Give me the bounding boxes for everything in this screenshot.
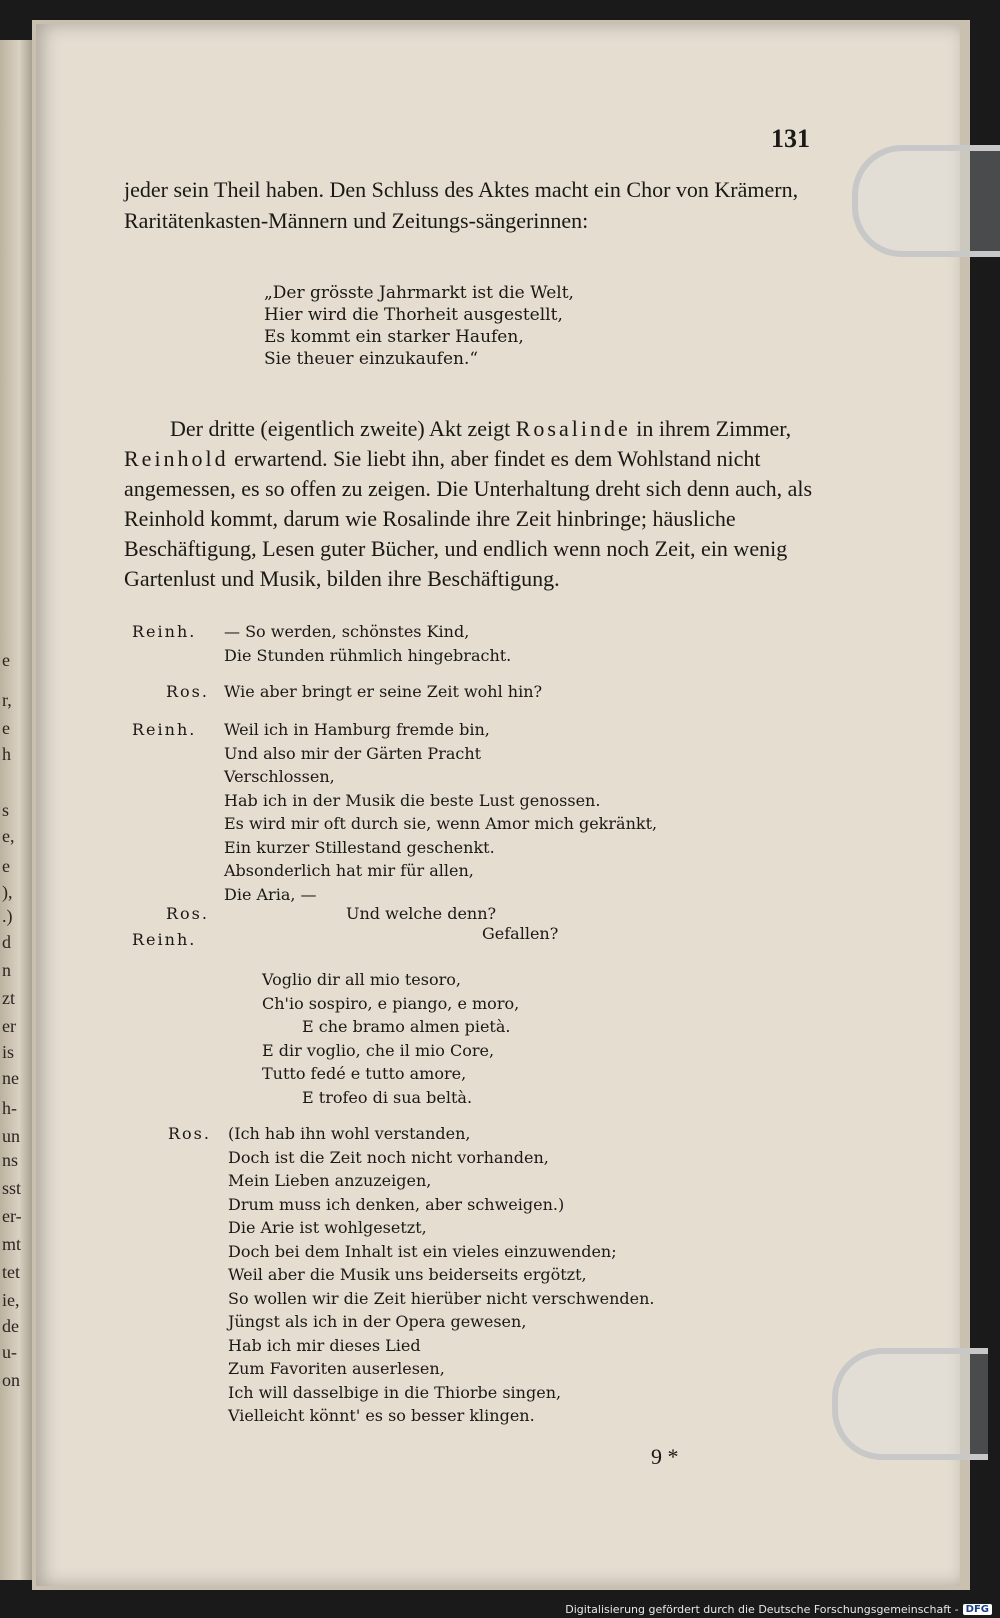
- facing-page-fragment: ie,: [2, 1290, 20, 1310]
- aria-line: Ch'io sospiro, e piango, e moro,: [262, 993, 520, 1013]
- dialogue-line: Gefallen?: [482, 924, 559, 943]
- dialogue-line: Und welche denn?: [346, 904, 497, 923]
- facing-page-fragment: sst: [2, 1178, 22, 1198]
- dialogue-line: Zum Favoriten auserlesen,: [228, 1359, 445, 1378]
- quote-block: [264, 282, 574, 370]
- facing-page-fragment: er-: [2, 1206, 22, 1226]
- facing-page-fragment: e: [2, 856, 10, 876]
- speaker-name: Reinh.: [132, 720, 197, 739]
- facing-page-fragment: n: [2, 960, 11, 980]
- speaker-name: Ros.: [168, 1124, 211, 1143]
- dialogue-line: Verschlossen,: [224, 767, 335, 786]
- dialogue-line: Jüngst als ich in der Opera gewesen,: [228, 1312, 527, 1331]
- dialogue-line: Mein Lieben anzuzeigen,: [228, 1171, 432, 1190]
- facing-page-fragment: zt: [2, 988, 15, 1008]
- dialogue-line: So wollen wir die Zeit hierüber nicht verschwenden.: [228, 1288, 655, 1308]
- quote-line: Sie theuer einzukaufen.“: [264, 349, 479, 369]
- quote-line: „Der grösste Jahrmarkt ist die Welt,: [264, 283, 574, 303]
- dialogue-line: Ein kurzer Stillestand geschenkt.: [224, 837, 495, 857]
- facing-page-fragment: mt: [2, 1234, 22, 1254]
- facing-page-fragment: er: [2, 1016, 16, 1036]
- page-number: 131: [771, 124, 810, 153]
- facing-page-fragment: e: [2, 718, 10, 738]
- dialogue-line: Doch ist die Zeit noch nicht vorhanden,: [228, 1147, 549, 1167]
- facing-page-fragment: ne: [2, 1068, 19, 1088]
- paragraph-1: jeder sein Theil haben. Den Schluss des Aktes macht ein Chor von Krämern, Raritätenkasten-Männern und Zeitungs-sängerinnen:: [124, 177, 799, 233]
- facing-page-fragment: d: [2, 932, 11, 952]
- speaker-name: Reinh.: [132, 622, 197, 641]
- dialogue-line: Es wird mir oft durch sie, wenn Amor mich gekränkt,: [224, 814, 658, 833]
- facing-page-fragment: tet: [2, 1262, 20, 1282]
- paragraph-2: [124, 414, 836, 594]
- facing-page-fragment: u-: [2, 1342, 17, 1362]
- facing-page-fragment: on: [2, 1370, 20, 1390]
- dialogue-line: Wie aber bringt er seine Zeit wohl hin?: [224, 682, 543, 701]
- dialogue-line: Hab ich in der Musik die beste Lust genossen.: [224, 790, 601, 810]
- facing-page-fragment: ns: [2, 1150, 19, 1170]
- dialogue-line: (Ich hab ihn wohl verstanden,: [228, 1124, 471, 1143]
- footer-text: Digitalisierung gefördert durch die Deutsche Forschungsgemeinschaft -: [565, 1603, 959, 1616]
- facing-page-fragment: h: [2, 744, 11, 764]
- dialogue-line: Die Arie ist wohlgesetzt,: [228, 1218, 427, 1237]
- facing-page-fragment: .): [2, 906, 13, 926]
- dialogue-line: Die Stunden rühmlich hingebracht.: [224, 645, 512, 665]
- aria-line: E dir voglio, che il mio Core,: [262, 1040, 495, 1060]
- aria-line: Voglio dir all mio tesoro,: [262, 970, 461, 989]
- dialogue-line: Und also mir der Gärten Pracht: [224, 743, 482, 763]
- quote-line: Hier wird die Thorheit ausgestellt,: [264, 305, 563, 325]
- dialogue-line: Die Aria, —: [224, 884, 317, 904]
- facing-page-fragment: e: [2, 650, 10, 670]
- dialogue-line: Hab ich mir dieses Lied: [228, 1335, 421, 1355]
- facing-page-edge: [0, 40, 32, 1580]
- dialogue-line: Doch bei dem Inhalt ist ein vieles einzuwenden;: [228, 1241, 617, 1261]
- facing-page-fragment: ),: [2, 882, 13, 902]
- facing-page-fragment: r,: [2, 690, 12, 710]
- paragraph-2-part: Der dritte (eigentlich zweite) Akt zeigt: [170, 416, 516, 441]
- dialogue-line: Ich will dasselbige in die Thiorbe singen,: [228, 1382, 562, 1402]
- aria-line: E trofeo di sua beltà.: [302, 1087, 473, 1107]
- facing-page-fragment: h-: [2, 1098, 17, 1118]
- dialogue-line: Absonderlich hat mir für allen,: [224, 861, 474, 880]
- dialogue-line: Vielleicht könnt' es so besser klingen.: [228, 1406, 535, 1425]
- digitization-footer: [565, 1603, 992, 1616]
- quote-line: Es kommt ein starker Haufen,: [264, 327, 524, 347]
- facing-page-fragment: un: [2, 1126, 20, 1146]
- book-page: [36, 24, 960, 1586]
- dialogue-line: Drum muss ich denken, aber schweigen.): [228, 1194, 565, 1214]
- paragraph-2-part: erwartend. Sie liebt ihn, aber findet es dem Wohlstand nicht angemessen, es so offen zu zeigen. Die Unterhaltung dreht sich denn auch, als Reinhold kommt, darum wie Rosalinde ihre Zeit hinbringe; häusliche Beschäftigung, Lesen guter Bücher, und endlich wenn noch Zeit, ein wenig Gartenlust und Musik, bilden ihre Beschäftigung.: [124, 446, 813, 591]
- facing-page-fragment: de: [2, 1316, 19, 1336]
- speaker-name: Reinh.: [132, 930, 197, 949]
- speaker-name: Ros.: [166, 682, 209, 701]
- aria-line: Tutto fedé e tutto amore,: [262, 1064, 467, 1083]
- facing-page-fragment: is: [2, 1042, 15, 1062]
- signature-mark: 9 *: [651, 1444, 679, 1469]
- paragraph-2-part: in ihrem Zimmer,: [630, 416, 792, 441]
- facing-page-fragment: e,: [2, 826, 15, 846]
- aria-line: E che bramo almen pietà.: [302, 1017, 511, 1036]
- dfg-logo: DFG: [963, 1604, 992, 1615]
- page-clip: [832, 1348, 988, 1460]
- aria-block: [262, 968, 519, 1109]
- speaker-name: Ros.: [166, 904, 209, 923]
- character-name: Reinhold: [124, 446, 229, 471]
- dialogue-line: Weil aber die Musik uns beiderseits ergötzt,: [228, 1265, 587, 1284]
- character-name: Rosalinde: [515, 416, 631, 441]
- page-clip: [852, 145, 1000, 257]
- dialogue-line: Weil ich in Hamburg fremde bin,: [224, 720, 490, 739]
- facing-page-fragment: s: [2, 800, 10, 820]
- dialogue-line: — So werden, schönstes Kind,: [224, 622, 470, 641]
